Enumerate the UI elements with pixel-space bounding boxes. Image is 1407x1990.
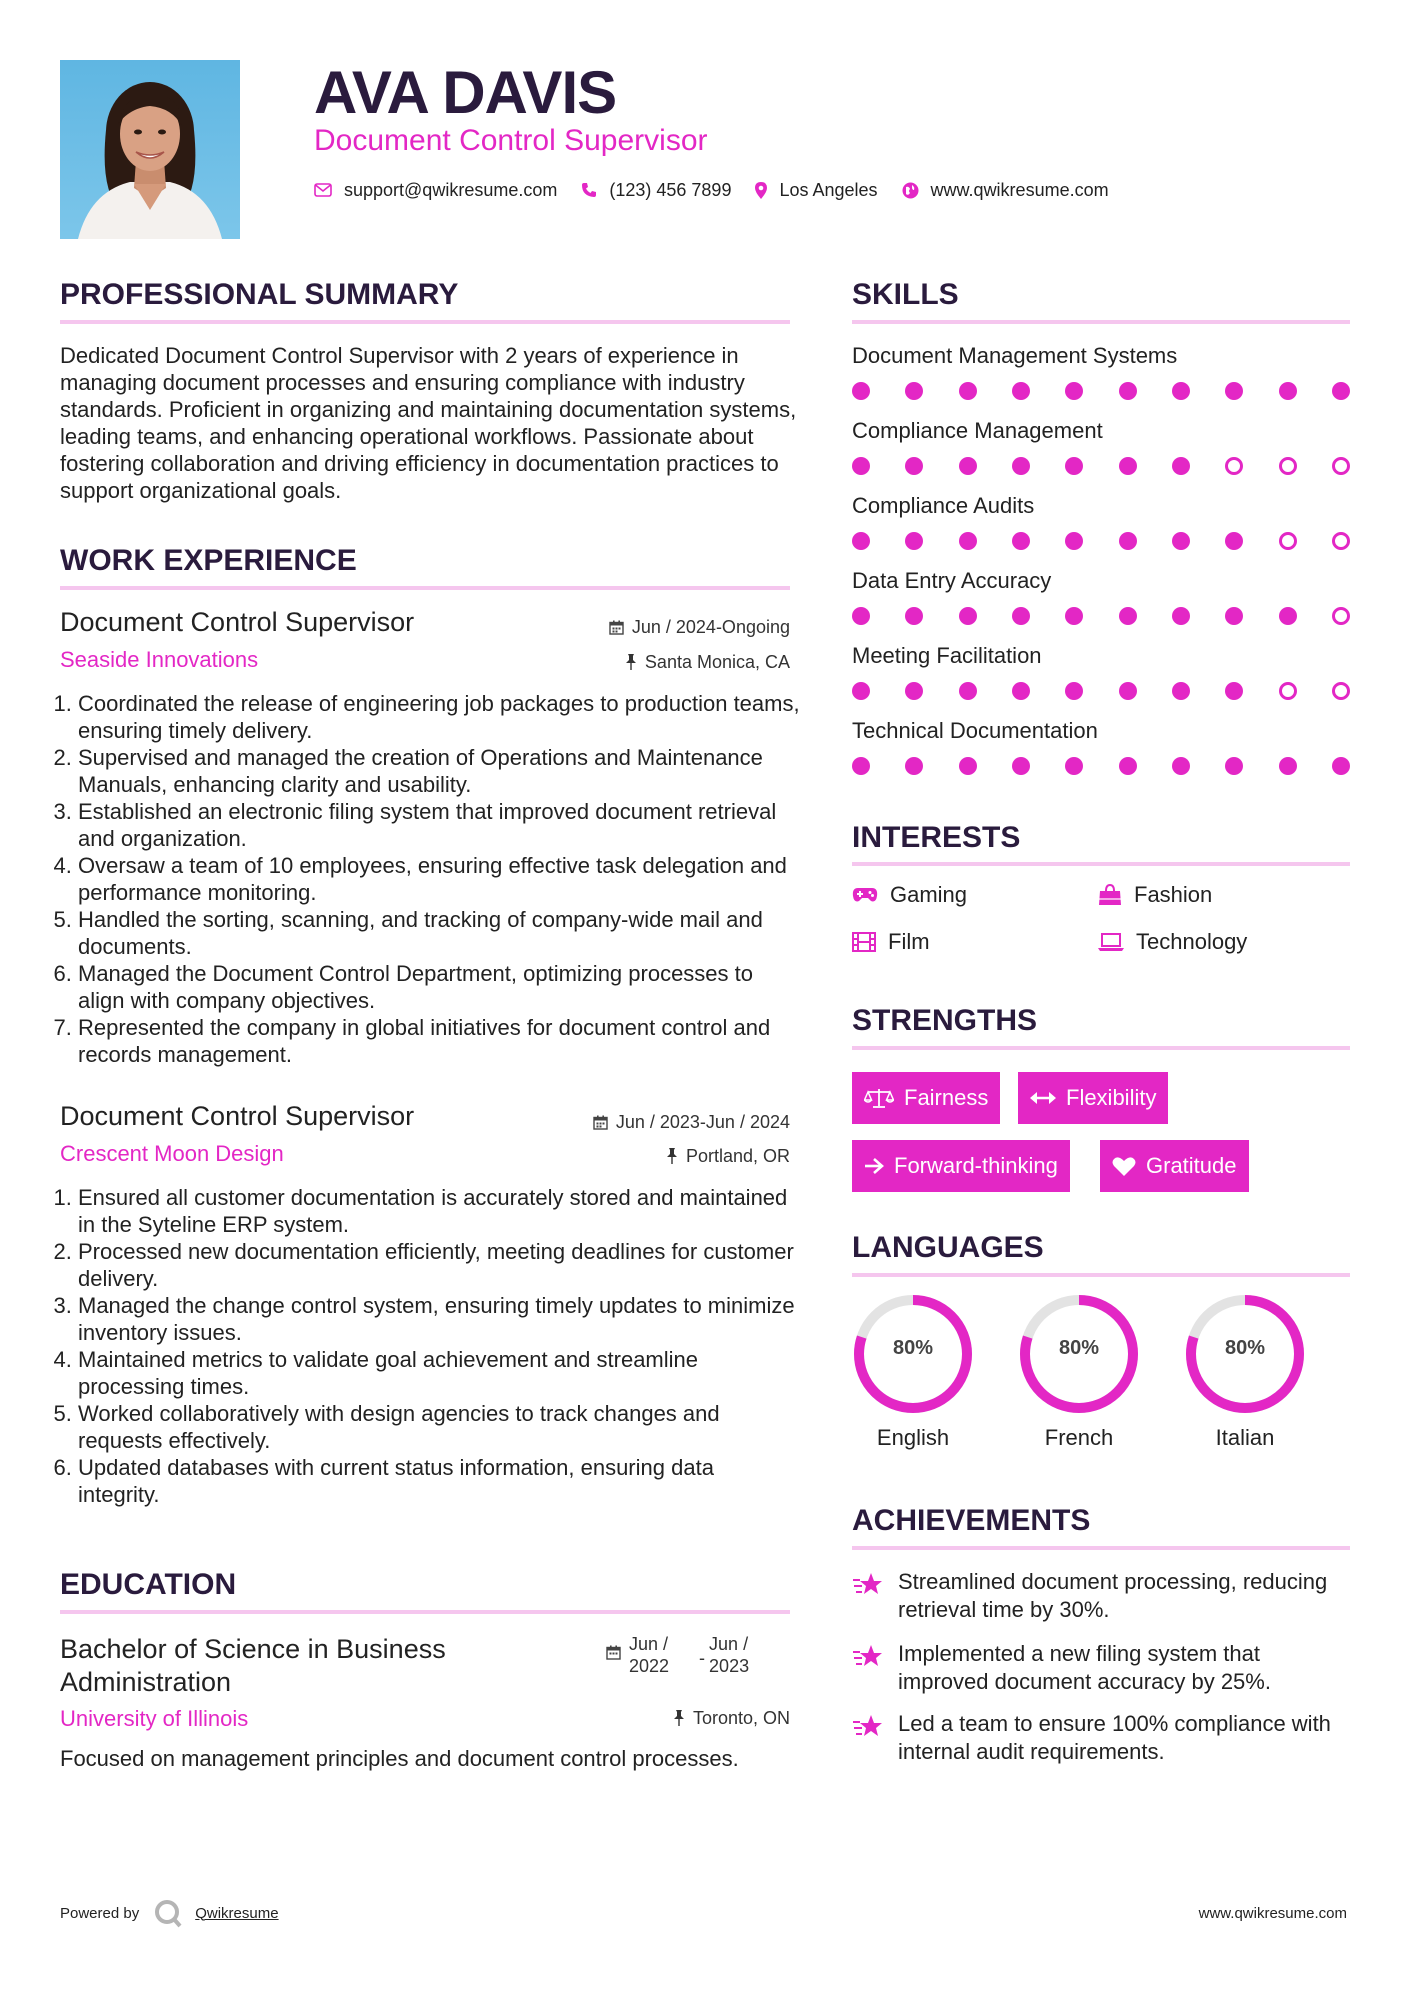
pushpin-icon xyxy=(625,654,637,670)
degree-line-2: Administration xyxy=(60,1667,232,1697)
heart-icon xyxy=(1112,1156,1136,1177)
footer-website[interactable]: www.qwikresume.com xyxy=(1198,1905,1347,1922)
rating-dot-filled xyxy=(852,607,870,625)
language-name: Italian xyxy=(1215,1425,1275,1450)
language-percent: 80% xyxy=(1058,1337,1100,1359)
list-item: 2. Supervised and managed the creation of Operations and Maintenance Manuals, enhancing clarity and usability. xyxy=(78,744,800,798)
rating-dot-filled xyxy=(1172,682,1190,700)
rating-dot-filled xyxy=(1119,532,1137,550)
envelope-icon xyxy=(314,183,332,197)
interest-label: Fashion xyxy=(1134,882,1213,907)
strength-flexibility xyxy=(1018,1072,1168,1124)
contact-phone[interactable] xyxy=(581,178,731,202)
job-1-duties xyxy=(60,690,800,1068)
rating-dot-filled xyxy=(1012,607,1030,625)
rating-dot-filled xyxy=(1012,457,1030,475)
rating-dot-filled xyxy=(852,382,870,400)
job-1-dates xyxy=(609,616,790,638)
rating-dot-filled xyxy=(1065,682,1083,700)
film-icon xyxy=(852,932,876,952)
skill-rating xyxy=(852,757,1350,775)
summary-divider xyxy=(60,320,790,324)
list-item: 5. Handled the sorting, scanning, and tracking of company-wide mail and documents. xyxy=(78,906,800,960)
list-item: 4. Oversaw a team of 10 employees, ensuring effective task delegation and performance monitoring. xyxy=(78,852,800,906)
languages-heading: LANGUAGES xyxy=(852,1231,1044,1264)
rating-dot-filled xyxy=(1225,382,1243,400)
rating-dot-empty xyxy=(1279,532,1297,550)
achievement-item xyxy=(852,1568,1332,1624)
email-text: support@qwikresume.com xyxy=(344,180,558,200)
interest-gaming xyxy=(852,882,967,908)
footer-powered-by xyxy=(60,1898,279,1928)
school-name: University of Illinois xyxy=(60,1706,249,1731)
contact-email[interactable] xyxy=(314,178,557,202)
degree-line-1: Bachelor of Science in Business xyxy=(60,1634,446,1664)
star-badge-icon xyxy=(852,1570,884,1598)
job-2-title: Document Control Supervisor xyxy=(60,1101,415,1131)
gamepad-icon xyxy=(852,887,878,903)
rating-dot-filled xyxy=(1065,757,1083,775)
interest-label: Film xyxy=(888,929,930,954)
language-percent: 80% xyxy=(892,1337,934,1359)
rating-dot-filled xyxy=(905,457,923,475)
job-1-title: Document Control Supervisor xyxy=(60,607,415,637)
rating-dot-empty xyxy=(1332,607,1350,625)
list-item: 3. Established an electronic filing system that improved document retrieval and organization. xyxy=(78,798,800,852)
strength-label: Gratitude xyxy=(1146,1153,1237,1178)
calendar-icon xyxy=(593,1115,608,1130)
skill-name: Technical Documentation xyxy=(852,718,1098,743)
rating-dot-filled xyxy=(905,757,923,775)
rating-dot-filled xyxy=(1119,457,1137,475)
job-1-company: Seaside Innovations xyxy=(60,647,259,672)
rating-dot-filled xyxy=(1119,607,1137,625)
list-item: 1. Coordinated the release of engineering job packages to production teams, ensuring timely delivery. xyxy=(78,690,800,744)
skill-name: Document Management Systems xyxy=(852,343,1178,368)
rating-dot-filled xyxy=(1065,532,1083,550)
job-2-duties xyxy=(60,1184,800,1508)
end-year: 2023 xyxy=(709,1656,750,1676)
rating-dot-filled xyxy=(852,532,870,550)
languages-divider xyxy=(852,1273,1350,1277)
achievement-text: Implemented a new filing system that improved document accuracy by 25%. xyxy=(898,1641,1271,1694)
rating-dot-filled xyxy=(1279,382,1297,400)
skill-name: Compliance Audits xyxy=(852,493,1035,518)
rating-dot-filled xyxy=(1172,607,1190,625)
list-item: 4. Maintained metrics to validate goal achievement and streamline processing times. xyxy=(78,1346,800,1400)
start-year: 2022 xyxy=(629,1656,670,1676)
profile-photo xyxy=(60,60,240,239)
achievement-text: Streamlined document processing, reducing retrieval time by 30%. xyxy=(898,1569,1328,1622)
education-dates xyxy=(606,1633,749,1677)
rating-dot-empty xyxy=(1279,682,1297,700)
language-percent: 80% xyxy=(1224,1337,1266,1359)
rating-dot-filled xyxy=(905,382,923,400)
interest-fashion xyxy=(1098,882,1212,908)
rating-dot-filled xyxy=(905,682,923,700)
achievements-heading: ACHIEVEMENTS xyxy=(852,1504,1091,1537)
strength-forward-thinking xyxy=(852,1140,1070,1192)
interest-technology xyxy=(1098,929,1247,955)
rating-dot-filled xyxy=(852,682,870,700)
interest-label: Technology xyxy=(1136,929,1248,954)
pushpin-icon xyxy=(666,1148,678,1164)
job-1-dates-text: Jun / 2024-Ongoing xyxy=(631,617,790,637)
strength-label: Fairness xyxy=(904,1085,989,1110)
skill-name: Data Entry Accuracy xyxy=(852,568,1052,593)
rating-dot-filled xyxy=(1332,757,1350,775)
rating-dot-filled xyxy=(959,532,977,550)
arrow-right-icon xyxy=(864,1157,884,1175)
rating-dot-filled xyxy=(852,757,870,775)
achievement-item xyxy=(852,1640,1332,1696)
list-item: 7. Represented the company in global initiatives for document control and records management. xyxy=(78,1014,800,1068)
list-item: 5. Worked collaboratively with design agencies to track changes and requests effectively. xyxy=(78,1400,800,1454)
degree-title xyxy=(60,1633,446,1699)
strength-label: Flexibility xyxy=(1066,1085,1157,1110)
calendar-icon xyxy=(609,620,624,635)
list-item: 6. Managed the Document Control Department, optimizing processes to align with company objectives. xyxy=(78,960,800,1014)
education-location xyxy=(673,1707,790,1729)
star-badge-icon xyxy=(852,1642,884,1670)
rating-dot-filled xyxy=(1332,382,1350,400)
list-item: 3. Managed the change control system, ensuring timely updates to minimize inventory issues. xyxy=(78,1292,800,1346)
qwikresume-logo-icon xyxy=(153,1898,183,1928)
education-heading: EDUCATION xyxy=(60,1568,237,1601)
phone-icon xyxy=(581,182,597,198)
interests-heading: INTERESTS xyxy=(852,821,1021,854)
date-separator: - xyxy=(699,1648,706,1668)
job-2-company: Crescent Moon Design xyxy=(60,1141,284,1166)
rating-dot-filled xyxy=(1065,382,1083,400)
skills-divider xyxy=(852,320,1350,324)
end-month: Jun / xyxy=(709,1634,749,1654)
rating-dot-filled xyxy=(1012,532,1030,550)
summary-text: Dedicated Document Control Supervisor with 2 years of experience in managing document processes and ensuring compliance with industry standards. Proficient in organizing and maintaining documentation systems, leading teams, and enhancing operational workflows. Passionate about fostering collaboration and driving efficiency in documentation practices to support organizational goals. xyxy=(60,343,797,503)
education-description: Focused on management principles and document control processes. xyxy=(60,1746,739,1771)
skills-heading: SKILLS xyxy=(852,278,959,311)
brand-link[interactable]: Qwikresume xyxy=(195,1904,279,1922)
rating-dot-filled xyxy=(1172,382,1190,400)
skill-name: Meeting Facilitation xyxy=(852,643,1042,668)
rating-dot-empty xyxy=(1279,457,1297,475)
location-text: Los Angeles xyxy=(779,180,878,200)
start-month: Jun / xyxy=(629,1634,669,1654)
strength-label: Forward-thinking xyxy=(894,1153,1058,1178)
laptop-icon xyxy=(1098,933,1124,951)
list-item: 6. Updated databases with current status information, ensuring data integrity. xyxy=(78,1454,800,1508)
rating-dot-empty xyxy=(1332,682,1350,700)
rating-dot-filled xyxy=(852,457,870,475)
balance-scale-icon xyxy=(864,1087,894,1109)
rating-dot-filled xyxy=(1065,457,1083,475)
rating-dot-filled xyxy=(959,382,977,400)
powered-by-text: Powered by xyxy=(60,1904,140,1922)
portrait-image xyxy=(60,60,240,239)
rating-dot-filled xyxy=(1279,757,1297,775)
job-1-location xyxy=(625,651,790,673)
contact-bar xyxy=(314,178,1133,202)
achievements-divider xyxy=(852,1546,1350,1550)
rating-dot-filled xyxy=(1012,382,1030,400)
arrows-horizontal-icon xyxy=(1030,1091,1056,1105)
job-2-dates xyxy=(593,1111,790,1133)
rating-dot-filled xyxy=(959,607,977,625)
rating-dot-filled xyxy=(1119,682,1137,700)
education-start xyxy=(629,1633,669,1677)
skill-rating xyxy=(852,607,1350,625)
skill-rating xyxy=(852,532,1350,550)
experience-heading: WORK EXPERIENCE xyxy=(60,544,357,577)
rating-dot-filled xyxy=(1172,757,1190,775)
rating-dot-filled xyxy=(1012,682,1030,700)
job-2-location-text: Portland, OR xyxy=(685,1146,790,1166)
website-text: www.qwikresume.com xyxy=(930,180,1109,200)
strength-fairness xyxy=(852,1072,1000,1124)
contact-location xyxy=(755,178,877,202)
map-pin-icon xyxy=(755,182,767,199)
education-end xyxy=(709,1633,749,1677)
achievement-text: Led a team to ensure 100% compliance with internal audit requirements. xyxy=(898,1711,1331,1764)
rating-dot-empty xyxy=(1332,532,1350,550)
list-item: 1. Ensured all customer documentation is accurately stored and maintained in the Syteline ERP system. xyxy=(78,1184,800,1238)
rating-dot-filled xyxy=(1279,607,1297,625)
achievement-item xyxy=(852,1710,1332,1766)
skill-name: Compliance Management xyxy=(852,418,1103,443)
experience-divider xyxy=(60,586,790,590)
rating-dot-filled xyxy=(1012,757,1030,775)
education-divider xyxy=(60,1610,790,1614)
rating-dot-filled xyxy=(959,757,977,775)
rating-dot-filled xyxy=(1225,682,1243,700)
language-italian xyxy=(1184,1293,1306,1451)
strength-gratitude xyxy=(1100,1140,1249,1192)
contact-website[interactable] xyxy=(902,178,1109,202)
rating-dot-filled xyxy=(1172,532,1190,550)
pushpin-icon xyxy=(673,1710,685,1726)
education-location-text: Toronto, ON xyxy=(692,1708,790,1728)
job-2-dates-text: Jun / 2023-Jun / 2024 xyxy=(615,1112,790,1132)
skill-rating xyxy=(852,382,1350,400)
interest-label: Gaming xyxy=(890,882,968,907)
rating-dot-empty xyxy=(1332,457,1350,475)
interest-film xyxy=(852,929,930,955)
skill-rating xyxy=(852,682,1350,700)
rating-dot-empty xyxy=(1225,457,1243,475)
calendar-icon xyxy=(606,1645,621,1660)
star-badge-icon xyxy=(852,1712,884,1740)
rating-dot-filled xyxy=(905,607,923,625)
rating-dot-filled xyxy=(1172,457,1190,475)
list-item: 2. Processed new documentation efficiently, meeting deadlines for customer delivery. xyxy=(78,1238,800,1292)
interests-divider xyxy=(852,862,1350,866)
globe-icon xyxy=(902,182,919,199)
language-name: English xyxy=(876,1425,950,1450)
rating-dot-filled xyxy=(1065,607,1083,625)
language-french xyxy=(1018,1293,1140,1451)
job-1-location-text: Santa Monica, CA xyxy=(644,652,790,672)
job-2-location xyxy=(666,1145,790,1167)
skill-rating xyxy=(852,457,1350,475)
rating-dot-filled xyxy=(1119,757,1137,775)
rating-dot-filled xyxy=(1225,757,1243,775)
rating-dot-filled xyxy=(1225,532,1243,550)
rating-dot-filled xyxy=(959,457,977,475)
strengths-heading: STRENGTHS xyxy=(852,1004,1038,1037)
strengths-divider xyxy=(852,1046,1350,1050)
phone-text: (123) 456 7899 xyxy=(609,180,732,200)
candidate-title: Document Control Supervisor xyxy=(314,124,708,157)
rating-dot-filled xyxy=(1225,607,1243,625)
summary-heading: PROFESSIONAL SUMMARY xyxy=(60,278,459,311)
rating-dot-filled xyxy=(959,682,977,700)
shopping-bag-icon xyxy=(1098,884,1122,906)
rating-dot-filled xyxy=(905,532,923,550)
rating-dot-filled xyxy=(1119,382,1137,400)
language-name: French xyxy=(1044,1425,1114,1450)
language-english xyxy=(852,1293,974,1451)
candidate-name: AVA DAVIS xyxy=(314,59,617,126)
